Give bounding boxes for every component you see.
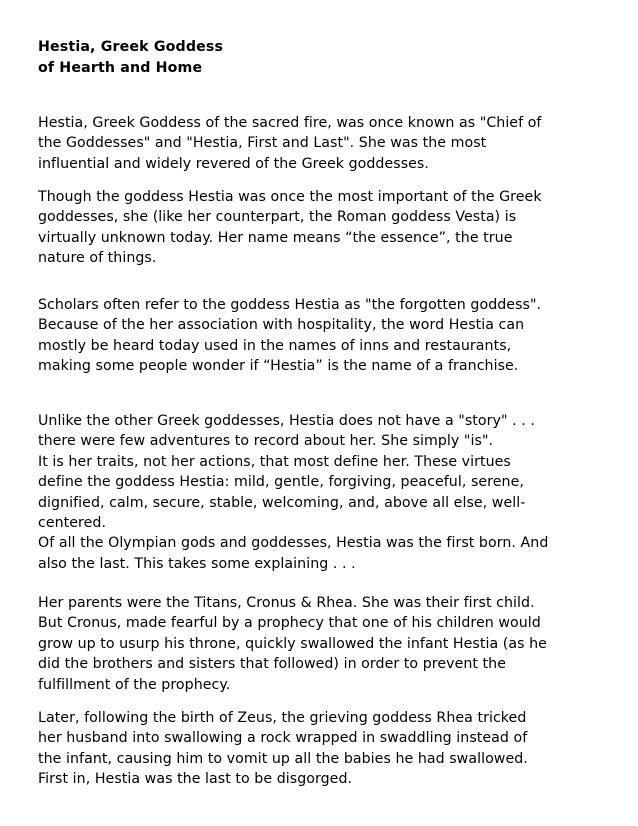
title-line: of Hearth and Home bbox=[38, 60, 203, 76]
text-line: the Goddesses" and "Hestia, First and Last". She was the most bbox=[38, 135, 487, 152]
text-line: did the brothers and sisters that followed) in order to prevent the bbox=[38, 656, 506, 673]
text-line: define the goddess Hestia: mild, gentle, forgiving, peaceful, serene, bbox=[38, 474, 524, 491]
text-line: Her parents were the Titans, Cronus & Rhea. She was their first child. bbox=[38, 595, 535, 611]
paragraph-traits bbox=[38, 411, 610, 574]
text-line: Hestia, Greek Goddess of the sacred fire, was once known as "Chief of bbox=[38, 115, 542, 131]
paragraph-intro bbox=[38, 113, 610, 174]
text-line: dignified, calm, secure, stable, welcoming, and, above all else, well- bbox=[38, 494, 526, 511]
text-line: the infant, causing him to vomit up all the babies he had swallowed. bbox=[38, 750, 528, 767]
text-line: But Cronus, made fearful by a prophecy that one of his children would bbox=[38, 615, 541, 632]
text-line: fulfillment of the prophecy. bbox=[38, 676, 231, 693]
text-line: there were few adventures to record about her. She simply "is". bbox=[38, 433, 494, 450]
paragraph-forgotten-goddess bbox=[38, 295, 610, 377]
text-line: Unlike the other Greek goddesses, Hestia does not have a "story" . . . bbox=[38, 413, 535, 429]
text-line: It is her traits, not her actions, that most define her. These virtues bbox=[38, 453, 511, 470]
text-line: goddesses, she (like her counterpart, the Roman goddess Vesta) is bbox=[38, 209, 517, 226]
text-line: virtually unknown today. Her name means “the essence”, the true bbox=[38, 229, 513, 246]
paragraph-importance bbox=[38, 187, 610, 269]
text-line: Because of the her association with hospitality, the word Hestia can bbox=[38, 317, 525, 334]
text-line: Of all the Olympian gods and goddesses, Hestia was the first born. And bbox=[38, 535, 549, 552]
paragraph-zeus bbox=[38, 708, 610, 790]
paragraph-parents bbox=[38, 593, 610, 695]
text-line: Later, following the birth of Zeus, the grieving goddess Rhea tricked bbox=[38, 710, 527, 726]
title-line: Hestia, Greek Goddess bbox=[38, 39, 224, 55]
text-line: influential and widely revered of the Greek goddesses. bbox=[38, 155, 429, 172]
text-line: making some people wonder if “Hestia” is the name of a franchise. bbox=[38, 358, 519, 375]
text-line: Though the goddess Hestia was once the most important of the Greek bbox=[38, 189, 542, 205]
text-line: First in, Hestia was the last to be disgorged. bbox=[38, 771, 353, 788]
document-title bbox=[38, 37, 223, 79]
text-line: grow up to usurp his throne, quickly swallowed the infant Hestia (as he bbox=[38, 635, 547, 652]
text-line: Scholars often refer to the goddess Hestia as "the forgotten goddess". bbox=[38, 297, 542, 313]
text-line: also the last. This takes some explaining . . . bbox=[38, 555, 356, 572]
text-line: nature of things. bbox=[38, 250, 157, 267]
text-line: her husband into swallowing a rock wrapped in swaddling instead of bbox=[38, 730, 528, 747]
text-line: centered. bbox=[38, 515, 107, 532]
text-line: mostly be heard today used in the names of inns and restaurants, bbox=[38, 337, 512, 354]
